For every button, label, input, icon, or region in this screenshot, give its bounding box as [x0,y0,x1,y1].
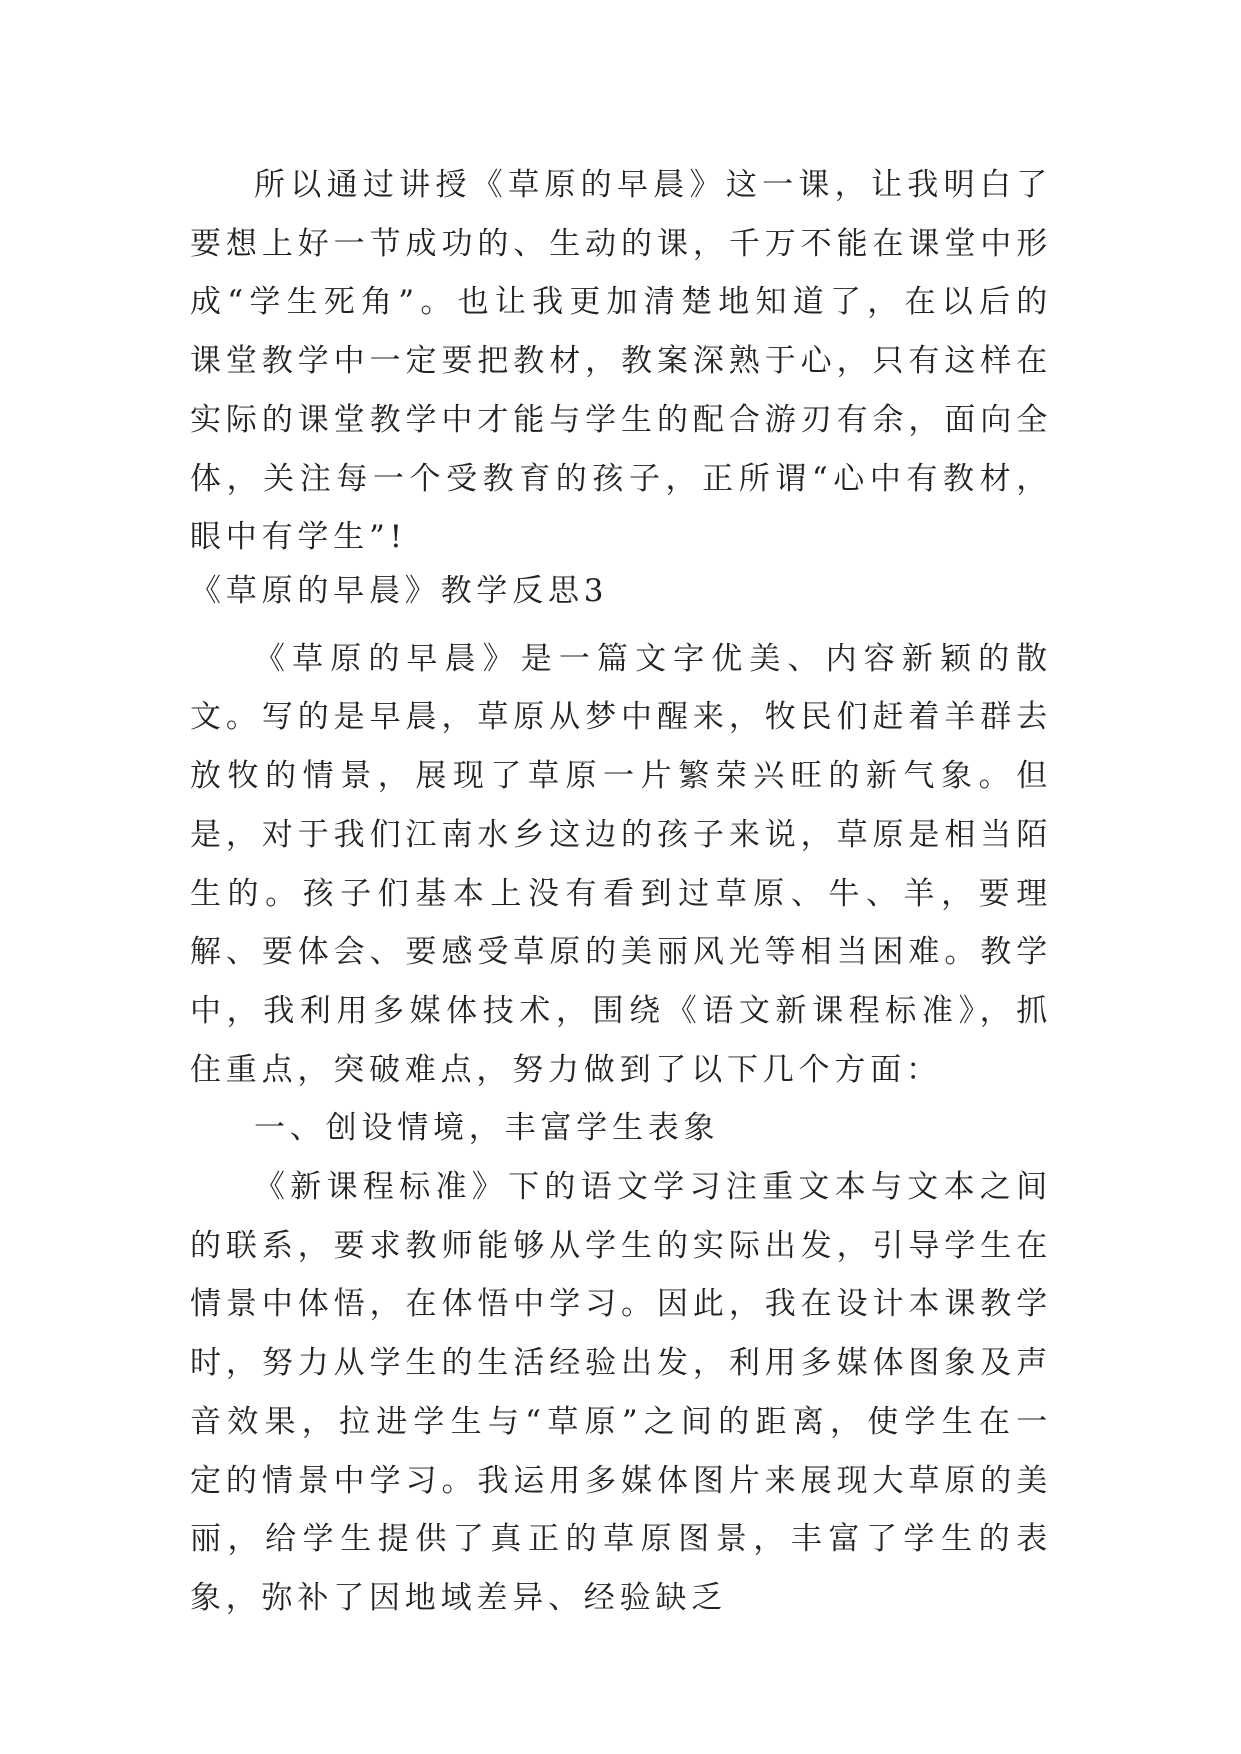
paragraph-intro: 《草原的早晨》是一篇文字优美、内容新颖的散文。写的是早晨，草原从梦中醒来，牧民们赶着羊群去放牧的情景，展现了草原一片繁荣兴旺的新气象。但是，对于我们江南水乡这边的孩子来说，草原是相当陌生的。孩子们基本上没有看到过草原、牛、羊，要理解、要体会、要感受草原的美丽风光等相当困难。教学中，我利用多媒体技术，围绕《语文新课程标准》，抓住重点，突破难点，努力做到了以下几个方面： [190,640,1052,1088]
subheading: 一、创设情境，丰富学生表象 [254,1110,720,1147]
paragraph-body: 《新课程标准》下的语文学习注重文本与文本之间的联系，要求教师能够从学生的实际出发，引导学生在情景中体悟，在体悟中学习。因此，我在设计本课教学时，努力从学生的生活经验出发，利用多媒体图象及声音效果，拉进学生与“草原”之间的距离，使学生在一定的情景中学习。我运用多媒体图片来展现大草原的美丽，给学生提供了真正的草原图景，丰富了学生的表象，弥补了因地域差异、经验缺乏 [190,1169,1052,1616]
section-heading: 《草原的早晨》教学反思3 [190,573,609,609]
section-1 [190,156,1052,567]
paragraph-conclusion: 所以通过讲授《草原的早晨》这一课，让我明白了要想上好一节成功的、生动的课，千万不能在课堂中形成“学生死角”。也让我更加清楚地知道了，在以后的课堂教学中一定要把教材，教案深熟于心，只有这样在实际的课堂教学中才能与学生的配合游刃有余，面向全体，关注每一个受教育的孩子，正所谓“心中有教材，眼中有学生”! [190,167,1052,556]
section-2 [190,562,1052,1628]
